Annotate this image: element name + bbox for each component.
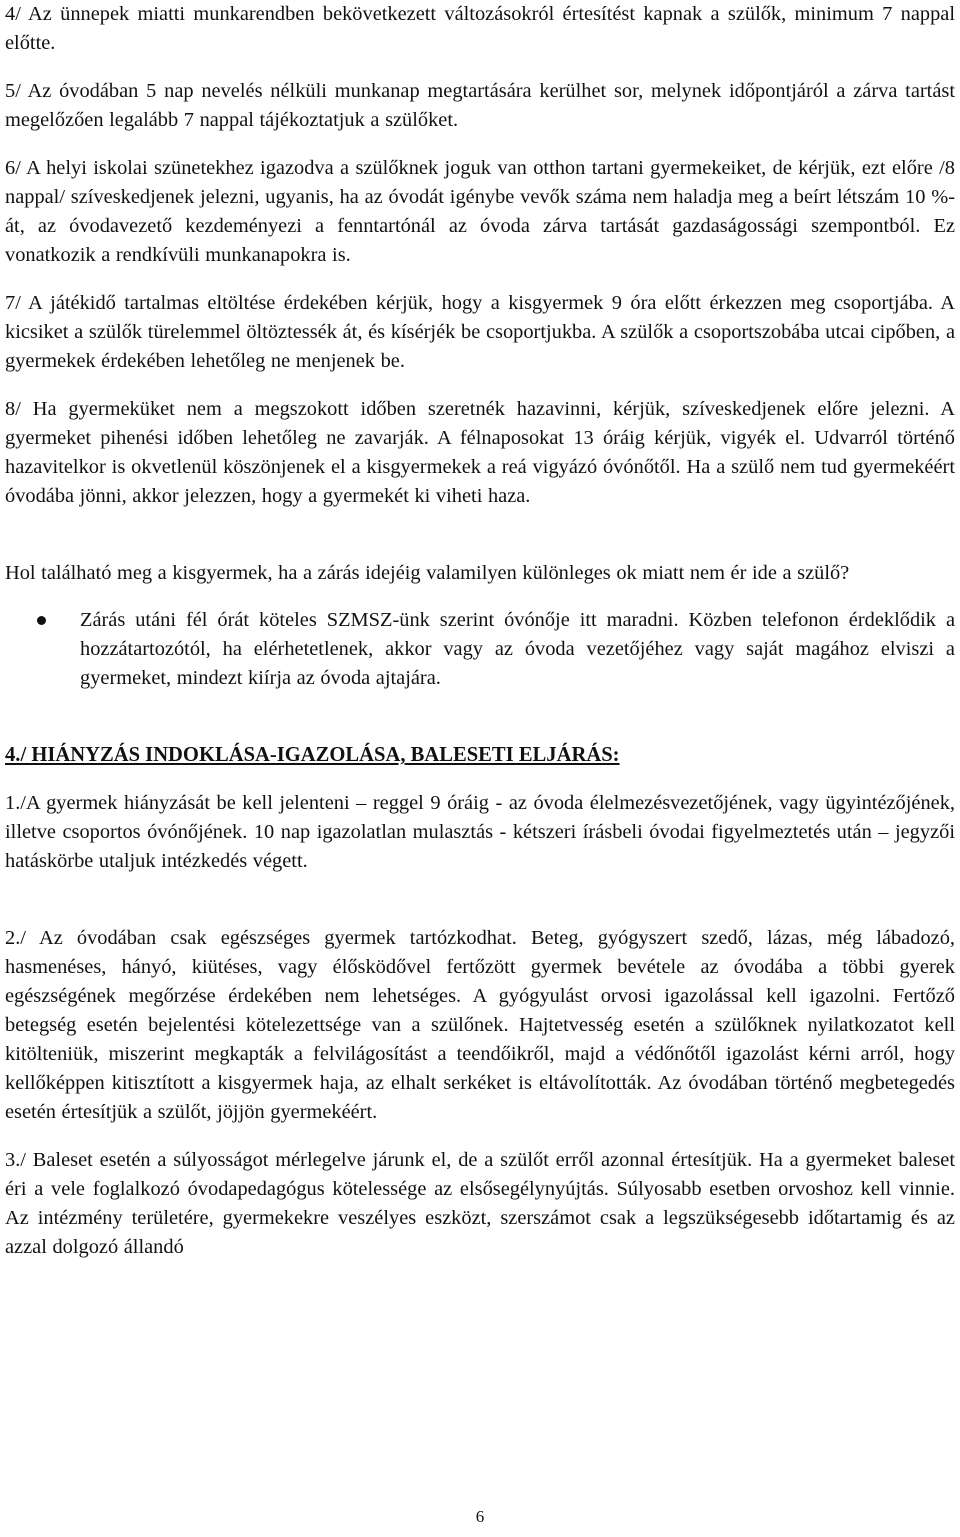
document-body	[5, 0, 955, 1262]
bullet-list-item	[5, 606, 955, 693]
question-paragraph: Hol található meg a kisgyermek, ha a zárás idejéig valamilyen különleges ok miatt nem ér ide a szülő?	[5, 562, 850, 584]
paragraph-8: 8/ Ha gyermeküket nem a megszokott időben szeretnék hazavinni, kérjük, szíveskedjenek előre jelezni. A gyermeket pihenési időben lehetőleg ne zavarják. A félnaposokat 13 óráig kérjük, vigyék el. Udvarról történő hazavitelkor is okvetlenül köszönjenek el a kisgyermekek a reá vigyázó óvónőtől. Ha a szülő nem tud gyermekéért óvodába jönni, akkor jelezzen, hogy a gyermekét ki viheti haza.	[5, 398, 955, 507]
section-heading: 4./ HIÁNYZÁS INDOKLÁSA-IGAZOLÁSA, BALESETI ELJÁRÁS:	[5, 744, 620, 766]
paragraph-6: 6/ A helyi iskolai szünetekhez igazodva a szülőknek joguk van otthon tartani gyermekeiket, de kérjük, ezt előre /8 nappal/ szíveskedjenek jelezni, ugyanis, ha az óvodát igénybe vevők száma nem haladja meg a beírt létszám 10 %-át, az óvodavezető kezdeményezi a fenntartónál az óvoda zárva tartását gazdaságossági szempontból. Ez vonatkozik a rendkívüli munkanapokra is.	[5, 157, 955, 266]
bullet-icon	[5, 606, 80, 693]
page-number: 6	[475, 1507, 485, 1526]
paragraph-7: 7/ A játékidő tartalmas eltöltése érdekében kérjük, hogy a kisgyermek 9 óra előtt érkezzen meg csoportjába. A kicsiket a szülők türelemmel öltöztessék át, és kísérjék be csoportjukba. A szülők a csoportszobába utcai cipőben, a gyermekek érdekében lehetőleg ne menjenek be.	[5, 292, 955, 372]
section-paragraph-3: 3./ Baleset esetén a súlyosságot mérlegelve járunk el, de a szülőt erről azonnal értesítjük. Ha a gyermeket baleset éri a vele foglalkozó óvodapedagógus kötelessége az elsősegélynyújtás. Súlyosabb esetben orvoshoz kell vinnie. Az intézmény területére, gyermekekre veszélyes eszközt, szerszámot csak a legszükségesebb időtartamig és az azzal dolgozó állandó	[5, 1149, 955, 1258]
paragraph-5: 5/ Az óvodában 5 nap nevelés nélküli munkanap megtartására kerülhet sor, melynek időpontjáról a zárva tartást megelőzően legalább 7 nappal tájékoztatjuk a szülőket.	[5, 80, 955, 131]
section-paragraph-2: 2./ Az óvodában csak egészséges gyermek tartózkodhat. Beteg, gyógyszert szedő, lázas, még lábadozó, hasmenéses, hányó, kiütéses, vagy élősködővel fertőzött gyermek bevétele az óvodába a többi gyerek egészségének megőrzése érdekében nem lehetséges. A gyógyulást orvosi igazolással kell igazolni. Fertőző betegség esetén bejelentési kötelezettsége van a szülőnek. Hajtetvesség esetén a szülőknek nyilatkozatot kell kitölteniük, miszerint megkapták a felvilágosítást a teendőikről, majd a védőnőtől igazolást kérni arról, hogy kellőképpen kitisztított a kisgyermek haja, az elhalt serkéket is eltávolították. Az óvodában történő megbetegedés esetén értesítjük a szülőt, jöjjön gyermekéért.	[5, 927, 955, 1123]
section-paragraph-1: 1./A gyermek hiányzását be kell jelenteni – reggel 9 óráig - az óvoda élelmezésvezetőjének, vagy ügyintézőjének, illetve csoportos óvónőjének. 10 nap igazolatlan mulasztás - kétszeri írásbeli óvodai figyelmeztetés után – jegyzői hatáskörbe utaljuk intézkedés végett.	[5, 792, 955, 872]
paragraph-4: 4/ Az ünnepek miatti munkarendben bekövetkezett változásokról értesítést kapnak a szülők, minimum 7 nappal előtte.	[5, 3, 955, 54]
bullet-text: Zárás utáni fél órát köteles SZMSZ-ünk szerint óvónője itt maradni. Közben telefonon érdeklődik a hozzátartozótól, ha elérhetetlenek, akkor vagy az óvoda vezetőjéhez vagy saját magához elviszi a gyermeket, mindezt kiírja az óvoda ajtajára.	[80, 609, 955, 689]
